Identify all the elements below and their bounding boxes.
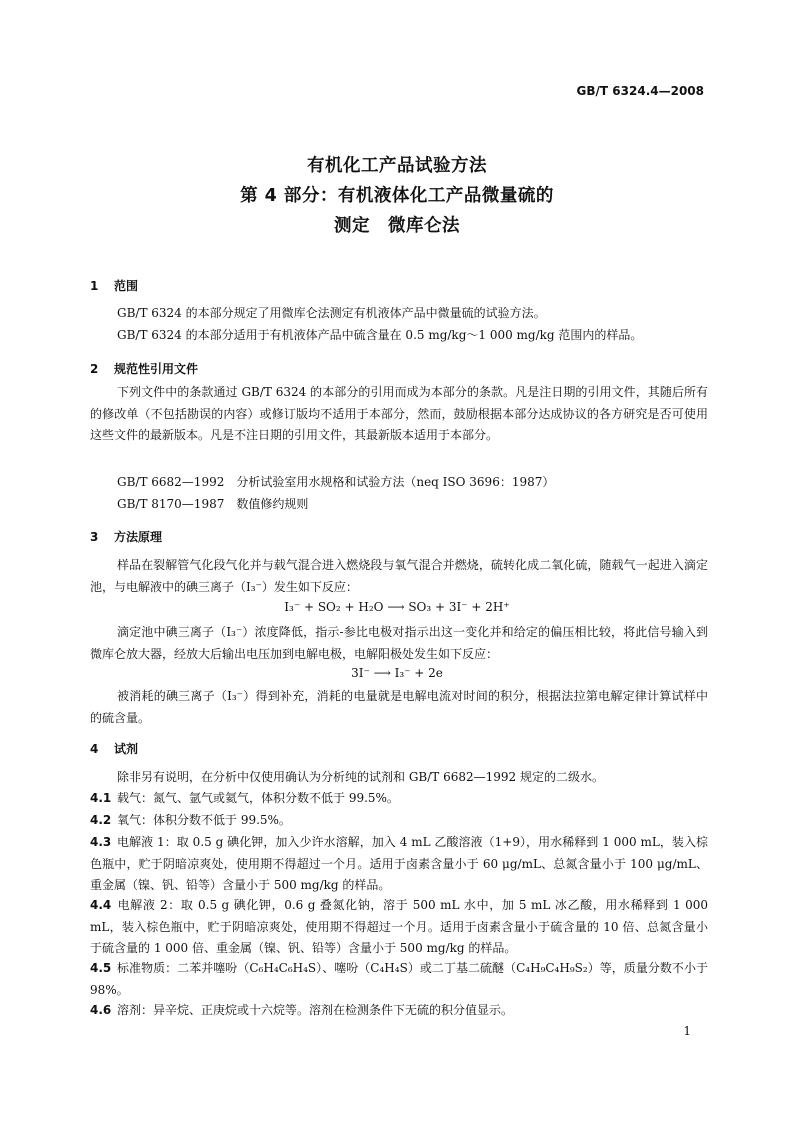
section-3-paragraph-2: 滴定池中碘三离子（I₃⁻）浓度降低，指示-参比电极对指示出这一变化并和给定的偏压相比较，将此信号输入到微库仑放大器，经放大后输出电压加到电解电极，电解阳极处发生如下反应： <box>90 625 708 661</box>
clause-number: 4.4 <box>90 898 112 912</box>
clause-text: 氧气：体积分数不低于 99.5%。 <box>117 813 291 827</box>
section-number: 1 <box>90 279 99 293</box>
clause-number: 4.5 <box>90 961 112 975</box>
clause-4-2 <box>90 810 708 832</box>
section-2-heading <box>90 360 198 377</box>
section-1-heading <box>90 277 138 294</box>
reaction-equation-2: 3I⁻ ⟶ I₃⁻ + 2e <box>351 666 443 680</box>
section-4-heading <box>90 740 138 757</box>
normative-reference-1: GB/T 6682—1992 分析试验室用水规格和试验方法（neq ISO 3696：1987） <box>117 475 555 489</box>
clause-4-5 <box>90 958 708 1001</box>
clause-number: 4.3 <box>90 835 112 849</box>
clause-4-1 <box>90 788 708 810</box>
document-title-line-2: 第 4 部分：有机液体化工产品微量硫的 <box>240 186 554 206</box>
clause-4-6 <box>90 1000 708 1022</box>
clause-number: 4.2 <box>90 813 112 827</box>
section-title: 方法原理 <box>114 530 163 544</box>
document-title-line-3: 测定 微库仑法 <box>334 216 460 236</box>
clause-text: 溶剂：异辛烷、正庚烷或十六烷等。溶剂在检测条件下无硫的积分值显示。 <box>117 1003 514 1017</box>
section-3-paragraph-1: 样品在裂解管气化段气化并与载气混合进入燃烧段与氧气混合并燃烧，硫转化成二氧化硫，随载气一起进入滴定池，与电解液中的碘三离子（I₃⁻）发生如下反应： <box>90 558 708 594</box>
clause-4-4 <box>90 895 708 960</box>
document-title-line-1: 有机化工产品试验方法 <box>307 156 487 176</box>
section-title: 试剂 <box>114 742 139 756</box>
section-number: 2 <box>90 362 99 376</box>
clause-4-3 <box>90 832 708 897</box>
section-title: 规范性引用文件 <box>114 362 199 376</box>
clause-text: 标准物质：二苯并噻吩（C₆H₄C₆H₄S）、噻吩（C₄H₄S）或二丁基二硫醚（C₄H₉C₄H₉S₂）等，质量分数不小于 98%。 <box>90 961 708 997</box>
section-number: 3 <box>90 530 99 544</box>
section-number: 4 <box>90 742 99 756</box>
section-1-paragraph-2: GB/T 6324 的本部分适用于有机液体产品中硫含量在 0.5 mg/kg～1 000 mg/kg 范围内的样品。 <box>117 328 643 342</box>
reaction-equation-1: I₃⁻ + SO₂ + H₂O ⟶ SO₃ + 3I⁻ + 2H⁺ <box>284 600 510 614</box>
section-title: 范围 <box>114 279 139 293</box>
clause-text: 载气：氮气、氩气或氦气，体积分数不低于 99.5%。 <box>117 791 399 805</box>
page-number: 1 <box>683 1024 691 1038</box>
standard-code: GB/T 6324.4—2008 <box>576 84 704 98</box>
section-4-paragraph-1: 除非另有说明，在分析中仅使用确认为分析纯的试剂和 GB/T 6682—1992 规定的二级水。 <box>117 770 604 784</box>
clause-text: 电解液 1：取 0.5 g 碘化钾，加入少许水溶解，加入 4 mL 乙酸溶液（1+9），用水稀释到 1 000 mL，装入棕色瓶中，贮于阴暗凉爽处，使用期不得超过一个月。适用于卤素含量小于 60 μg/mL、总氮含量小于 100 μg/mL、重金属（镍、钒、铅等）含量小于 500 mg/kg 的样品。 <box>90 835 708 893</box>
section-3-heading <box>90 528 162 545</box>
normative-reference-2: GB/T 8170—1987 数值修约规则 <box>117 497 309 511</box>
clause-number: 4.1 <box>90 791 112 805</box>
clause-text: 电解液 2：取 0.5 g 碘化钾，0.6 g 叠氮化钠，溶于 500 mL 水中，加 5 mL 冰乙酸，用水稀释到 1 000 mL，装入棕色瓶中，贮于阴暗凉爽处，使用期不得超过一个月。适用于卤素含量小于硫含量的 10 倍、总氮含量小于硫含量的 1 000 倍、重金属（镍、钒、铅等）含量小于 500 mg/kg 的样品。 <box>90 898 708 956</box>
section-3-paragraph-3: 被消耗的碘三离子（I₃⁻）得到补充，消耗的电量就是电解电流对时间的积分，根据法拉第电解定律计算试样中的硫含量。 <box>90 689 708 725</box>
section-2-paragraph-1: 下列文件中的条款通过 GB/T 6324 的本部分的引用而成为本部分的条款。凡是注日期的引用文件，其随后所有的修改单（不包括勘误的内容）或修订版均不适用于本部分，然而，鼓励根据本部分达成协议的各方研究是否可使用这些文件的最新版本。凡是不注日期的引用文件，其最新版本适用于本部分。 <box>90 385 709 443</box>
clause-number: 4.6 <box>90 1003 112 1017</box>
section-1-paragraph-1: GB/T 6324 的本部分规定了用微库仑法测定有机液体产品中微量硫的试验方法。 <box>117 306 546 320</box>
